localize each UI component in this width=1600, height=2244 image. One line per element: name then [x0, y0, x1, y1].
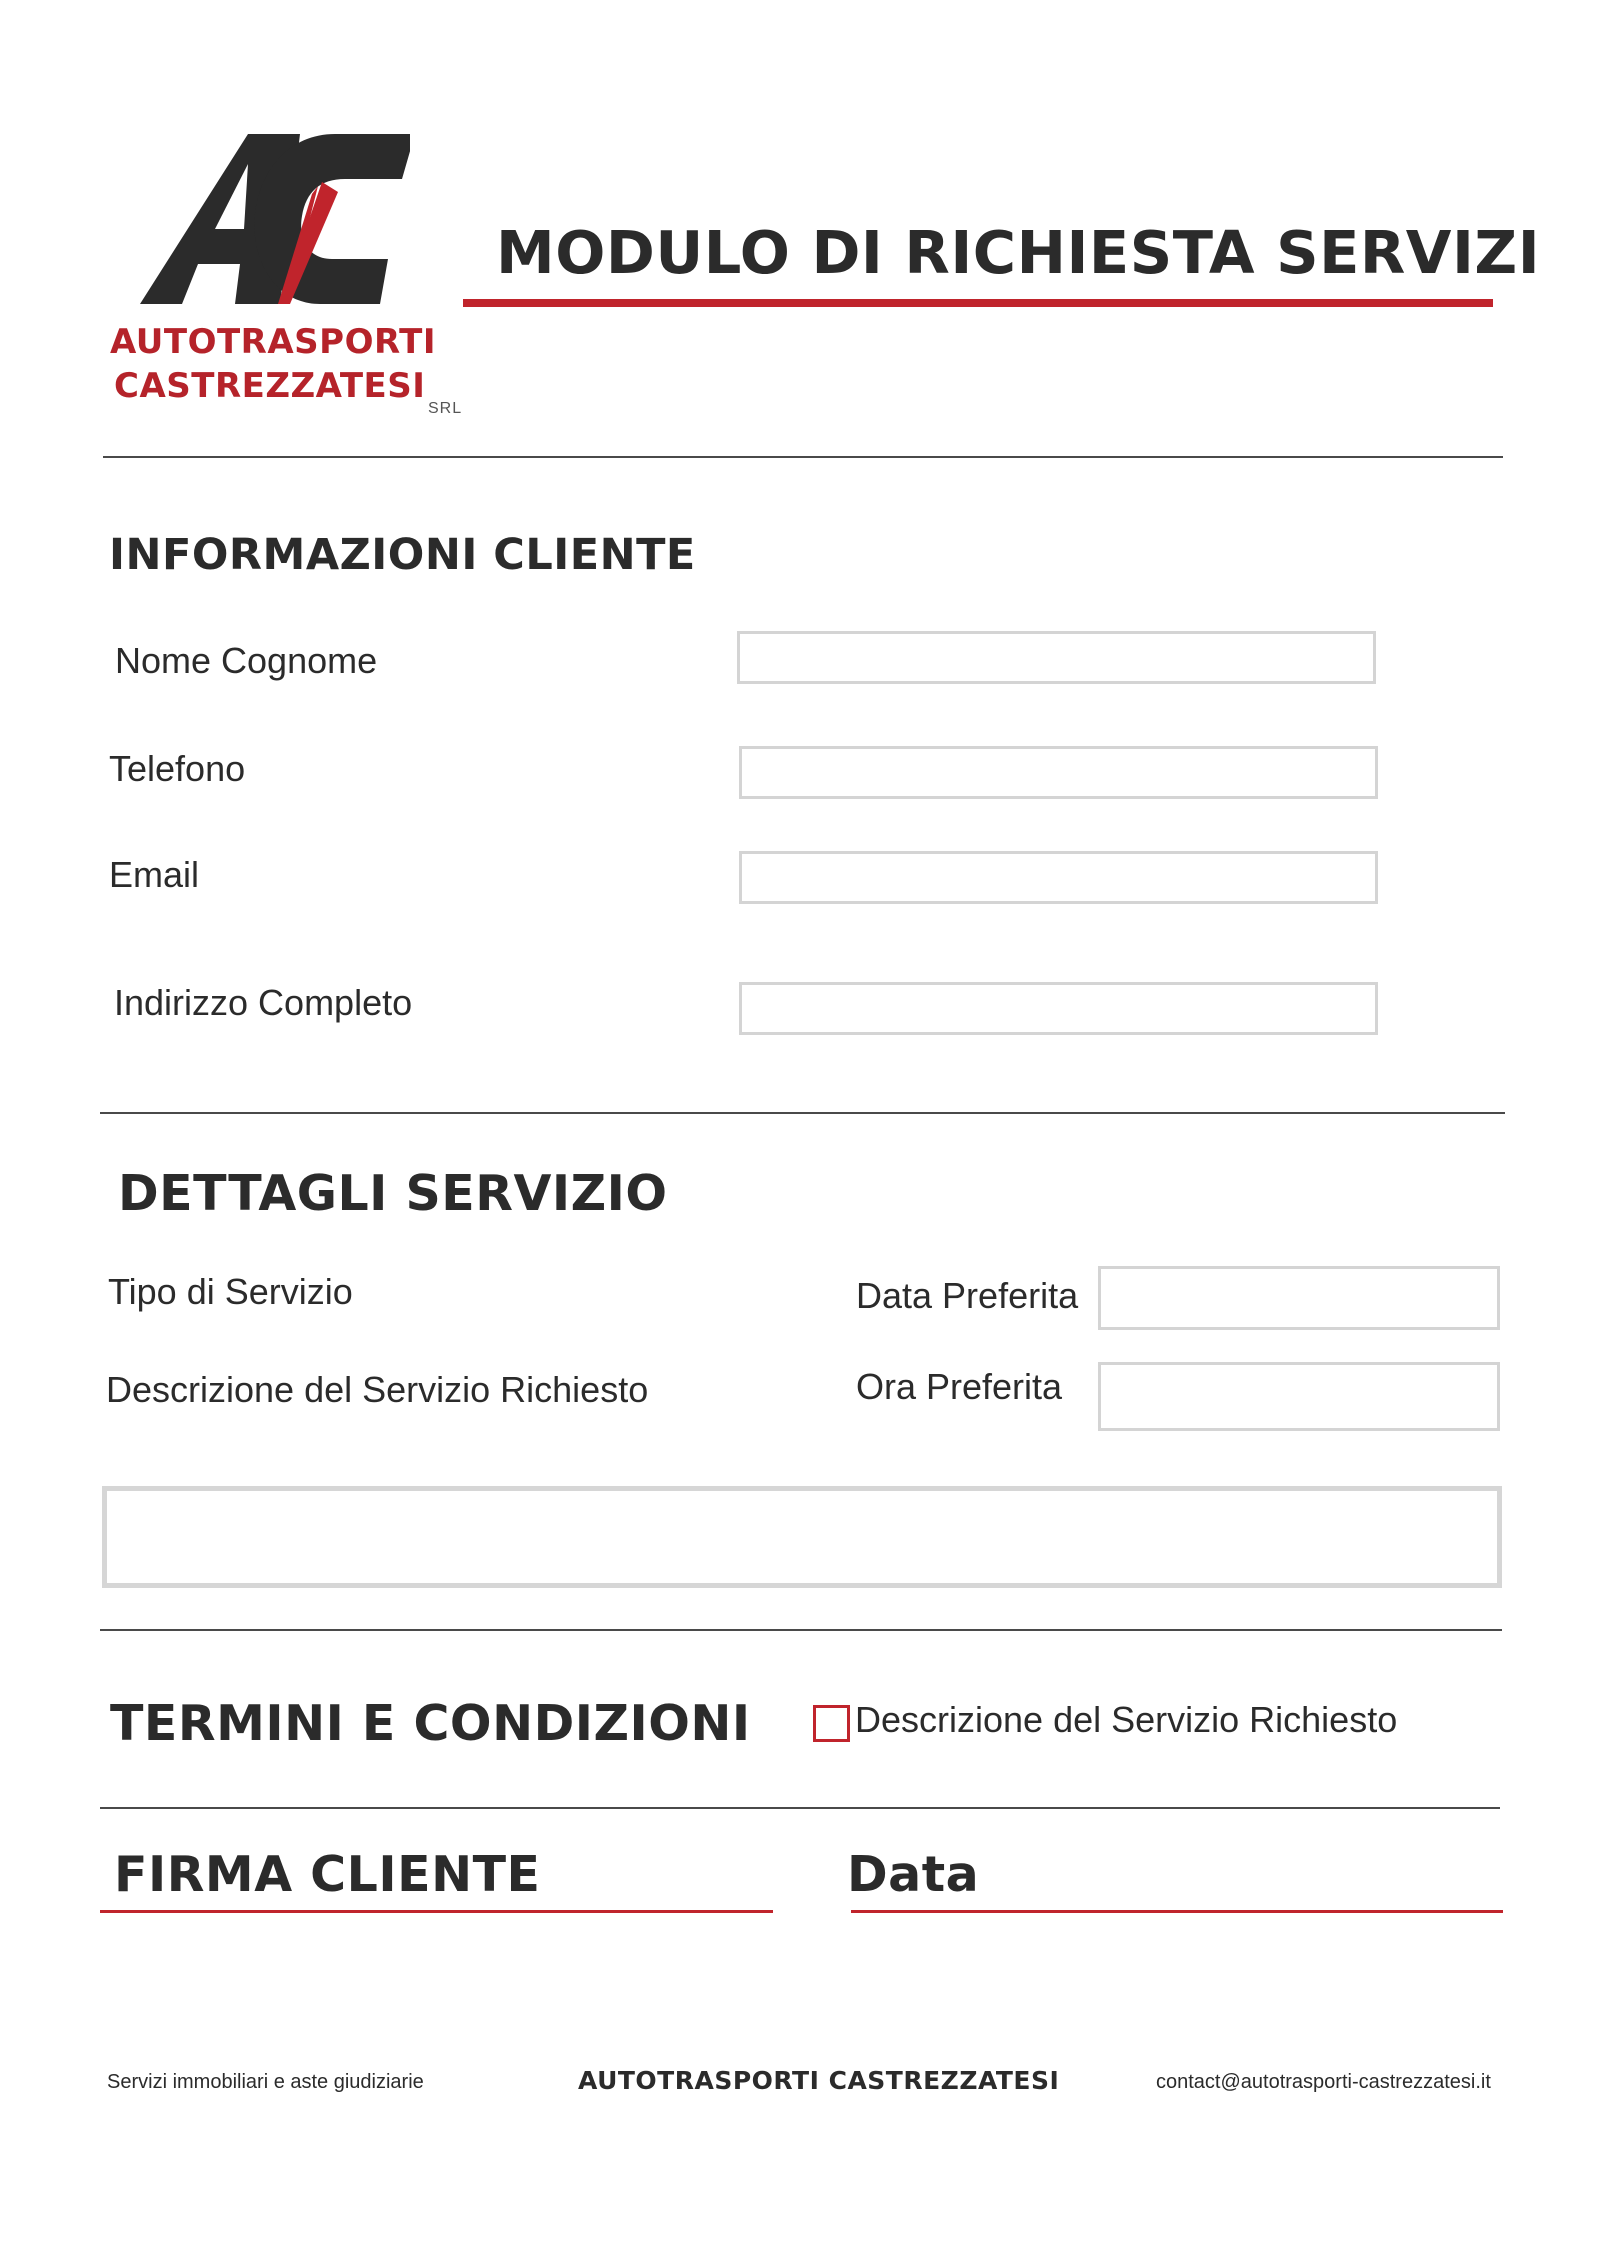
footer-company: AUTOTRASPORTI CASTREZZATESI [578, 2066, 1060, 2095]
description-label: Descrizione del Servizio Richiesto [106, 1369, 649, 1410]
preferred-time-field[interactable] [1098, 1362, 1500, 1431]
preferred-date-field[interactable] [1098, 1266, 1500, 1330]
preferred-time-label: Ora Preferita [856, 1366, 1063, 1407]
preferred-date-label: Data Preferita [856, 1275, 1079, 1316]
service-type-label: Tipo di Servizio [108, 1271, 353, 1312]
service-details-divider [100, 1629, 1502, 1631]
client-info-divider [100, 1112, 1505, 1114]
brand-name-line-1: AUTOTRASPORTI [110, 322, 436, 362]
phone-field[interactable] [739, 746, 1378, 799]
name-field[interactable] [737, 631, 1376, 684]
signature-date-label: Data [847, 1846, 980, 1903]
footer-tagline: Servizi immobiliari e aste giudiziarie [107, 2071, 424, 2093]
client-signature-line[interactable] [100, 1910, 773, 1913]
header-divider [103, 456, 1503, 458]
address-field[interactable] [739, 982, 1378, 1035]
service-details-heading: DETTAGLI SERVIZIO [118, 1165, 668, 1222]
phone-label: Telefono [109, 748, 246, 789]
terms-heading: TERMINI E CONDIZIONI [110, 1695, 751, 1752]
name-label: Nome Cognome [115, 640, 378, 681]
client-info-heading: INFORMAZIONI CLIENTE [109, 530, 696, 580]
terms-checkbox-label: Descrizione del Servizio Richiesto [855, 1699, 1398, 1740]
email-field[interactable] [739, 851, 1378, 904]
logo-monogram-icon [140, 134, 410, 304]
footer-email-link[interactable]: contact@autotrasporti-castrezzatesi.it [1156, 2071, 1491, 2093]
title-underline [463, 299, 1493, 307]
address-label: Indirizzo Completo [114, 982, 413, 1023]
signature-date-line[interactable] [851, 1910, 1503, 1913]
brand-name-line-2: CASTREZZATESI [114, 366, 426, 406]
email-label: Email [109, 854, 200, 895]
client-signature-label: FIRMA CLIENTE [114, 1846, 541, 1903]
service-description-textarea[interactable] [102, 1486, 1502, 1588]
company-logo [140, 134, 410, 304]
document-title: MODULO DI RICHIESTA SERVIZI [496, 218, 1541, 287]
terms-checkbox[interactable] [813, 1705, 850, 1742]
brand-suffix: SRL [428, 400, 463, 417]
terms-divider [100, 1807, 1500, 1809]
